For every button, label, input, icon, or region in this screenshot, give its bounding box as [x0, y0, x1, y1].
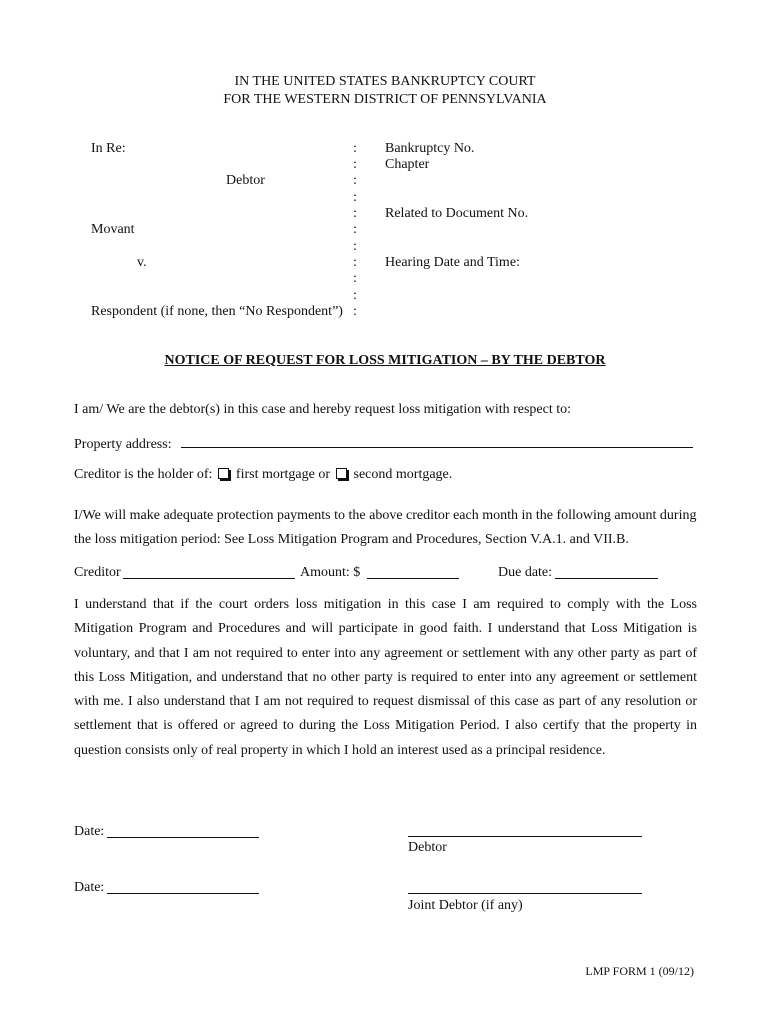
debtor-caption-label: Debtor [226, 173, 265, 188]
property-address-row [74, 435, 693, 453]
property-address-label: Property address: [74, 437, 172, 452]
amount-label: Amount: $ [300, 565, 361, 580]
understanding-paragraph: I understand that if the court orders loss mitigation in this case I am required to comply with the Loss Mitigation Program and Procedures and will participate in good faith. I understand that Loss Mitigation is voluntary, and that I am not required to enter into any agreement or settlement with any other party as part of this Loss Mitigation, and understand that no other party is required to enter into any agreement or settlement with me. I also understand that I am not required to request dismissal of this case as part of any resolution or settlement that is offered or agreed to during the Loss Mitigation Period. I also certify that the property in question consists only of real property in which I hold an interest used as a principal residence. [74, 597, 697, 758]
caption-colon: : [353, 271, 357, 286]
caption-colon: : [353, 206, 357, 221]
date-field[interactable] [107, 825, 259, 838]
intro-text: I am/ We are the debtor(s) in this case and hereby request loss mitigation with respect to: [74, 402, 572, 417]
caption-colon: : [353, 173, 357, 188]
joint-debtor-signature-line[interactable] [408, 893, 642, 894]
chapter-label: Chapter [385, 157, 430, 172]
first-mortgage-checkbox[interactable] [218, 468, 229, 479]
respondent-label: Respondent (if none, then “No Respondent”) [91, 304, 343, 319]
payments-text-line2: the loss mitigation period: See Loss Mitigation Program and Procedures, Section V.A.1. and VII.B. [74, 532, 629, 547]
creditor-field[interactable] [123, 566, 295, 579]
court-name-line1: IN THE UNITED STATES BANKRUPTCY COURT [234, 74, 536, 89]
court-name-line2: FOR THE WESTERN DISTRICT OF PENNSYLVANIA [223, 92, 547, 107]
bankruptcy-no-label: Bankruptcy No. [385, 141, 475, 156]
movant-label: Movant [91, 222, 135, 237]
hearing-date-label: Hearing Date and Time: [385, 255, 520, 270]
caption-colon: : [353, 255, 357, 270]
debtor-signature-label: Debtor [408, 840, 447, 855]
caption-colon: : [353, 222, 357, 237]
versus-label: v. [137, 255, 147, 270]
first-mortgage-label: first mortgage or [235, 467, 331, 482]
caption-colon: : [353, 239, 357, 254]
payments-text-line1: I/We will make adequate protection payments to the above creditor each month in the following amount during [74, 508, 697, 523]
in-re-label: In Re: [91, 141, 126, 156]
caption-colon: : [353, 288, 357, 303]
amount-field[interactable] [367, 566, 459, 579]
joint-date-field[interactable] [107, 881, 259, 894]
date-label: Date: [74, 824, 105, 839]
mortgage-type-row [74, 467, 452, 483]
caption-colon: : [353, 141, 357, 156]
form-number: LMP FORM 1 (09/12) [585, 964, 694, 978]
property-address-field[interactable] [181, 435, 693, 448]
second-mortgage-checkbox[interactable] [336, 468, 347, 479]
second-mortgage-label: second mortgage. [353, 467, 453, 482]
debtor-signature-line[interactable] [408, 836, 642, 837]
caption-colon: : [353, 157, 357, 172]
due-date-label: Due date: [498, 565, 553, 580]
due-date-field[interactable] [555, 566, 658, 579]
related-document-label: Related to Document No. [385, 206, 529, 221]
caption-colon: : [353, 304, 357, 319]
joint-debtor-signature-label: Joint Debtor (if any) [408, 898, 523, 913]
caption-colon: : [353, 190, 357, 205]
notice-title: NOTICE OF REQUEST FOR LOSS MITIGATION – BY THE DEBTOR [164, 353, 606, 368]
creditor-label: Creditor [74, 565, 121, 580]
joint-date-label: Date: [74, 880, 105, 895]
creditor-holder-label: Creditor is the holder of: [74, 467, 213, 482]
